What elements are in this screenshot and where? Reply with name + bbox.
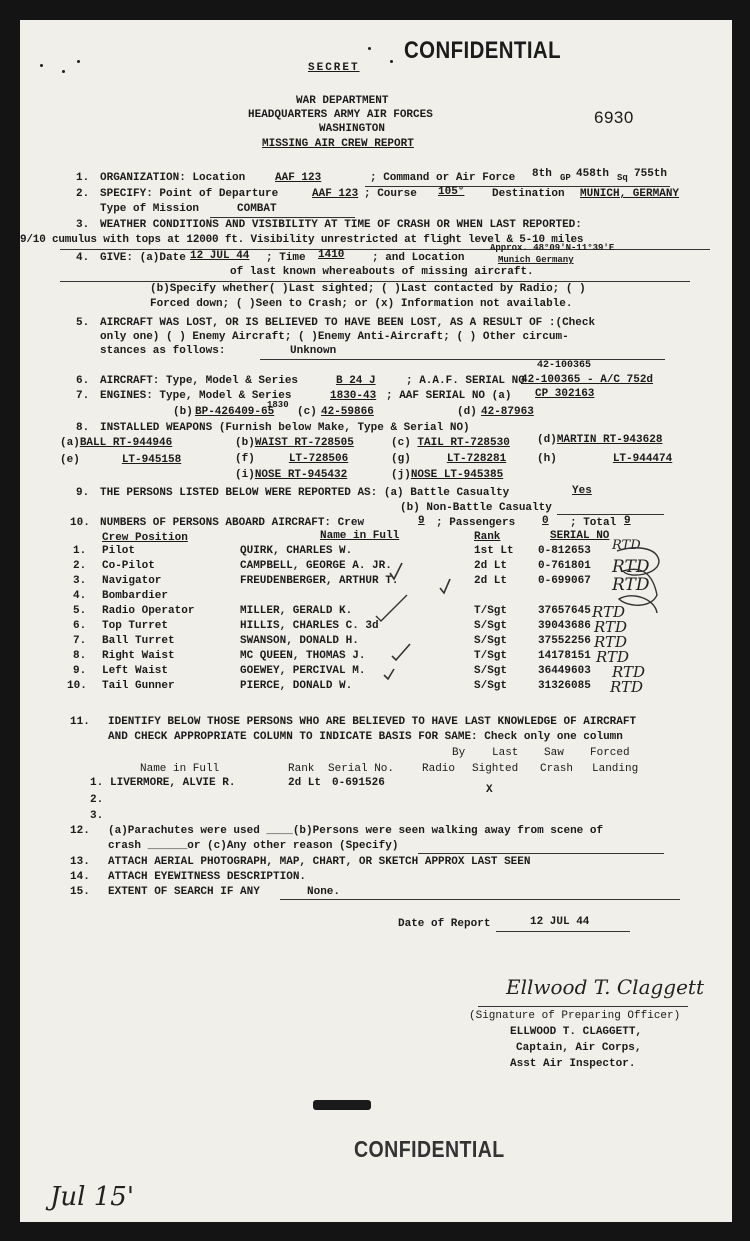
item-3-value: 9/10 cumulus with tops at 12000 ft. Visibility unrestricted at flight level & 5-10 miles	[20, 234, 584, 246]
item-7-serial-label: ; AAF SERIAL NO (a)	[386, 390, 512, 402]
crew-num: 3.	[73, 575, 87, 587]
signature-script: Ellwood T. Claggett	[506, 975, 705, 999]
weapon-g-letter: (g)	[391, 453, 411, 465]
weapon-e-value: LT-945158	[121, 454, 182, 466]
crew-rank: S/Sgt	[474, 620, 508, 632]
crew-serial: 31326085	[538, 680, 591, 692]
item-2-dest-label: Destination	[492, 188, 565, 200]
weapon-j-letter: (j)	[391, 469, 411, 481]
dust-speck	[62, 70, 65, 73]
item-12-num: 12.	[70, 825, 90, 837]
item-11-rank-header: Rank	[288, 763, 315, 775]
item-13-text: ATTACH AERIAL PHOTOGRAPH, MAP, CHART, OR SKETCH APPROX LAST SEEN	[108, 856, 531, 868]
item-2-departure: AAF 123	[312, 188, 359, 200]
item-1-sq-label: Sq	[617, 173, 628, 183]
item-1-num: 1.	[76, 172, 90, 184]
crew-header-name: Name in Full	[320, 530, 400, 542]
item-5-num: 5.	[76, 317, 90, 329]
item-6-serial-label: ; A.A.F. SERIAL NO	[406, 375, 525, 387]
dust-speck	[390, 60, 393, 63]
item-5-value: Unknown	[290, 345, 337, 357]
item-11-line-1: IDENTIFY BELOW THOSE PERSONS WHO ARE BELIEVED TO HAVE LAST KNOWLEDGE OF AIRCRAFT	[108, 716, 637, 728]
item-4-num: 4.	[76, 252, 90, 264]
item-1-squadron: 755th	[634, 168, 668, 180]
crew-rank: S/Sgt	[474, 665, 508, 677]
crew-num: 1.	[73, 545, 87, 557]
weapon-i-letter: (i)	[235, 469, 255, 481]
item-15-num: 15.	[70, 886, 90, 898]
item-4-line-4: Forced down; ( )Seen to Crash; or (x) Information not available.	[150, 298, 573, 310]
crew-position: Top Turret	[102, 620, 169, 632]
item-2-mission: COMBAT	[237, 203, 277, 215]
weapon-h-value: LT-944474	[612, 453, 673, 465]
item-2-num: 2.	[76, 188, 90, 200]
item-8-num: 8.	[76, 422, 90, 434]
weapon-g-value: LT-728281	[446, 453, 507, 465]
check-mark	[390, 563, 402, 579]
item-7-serial-a: CP 302163	[535, 388, 595, 400]
crew-position: Navigator	[102, 575, 162, 587]
crew-rank: T/Sgt	[474, 650, 508, 662]
item-15-value: None.	[307, 886, 341, 898]
item-7-serial-d: 42-87963	[481, 406, 534, 418]
crew-position: Pilot	[102, 545, 136, 557]
witness-serial: 0-691526	[332, 777, 385, 789]
crew-rank: 1st Lt	[474, 545, 514, 557]
item-7-b-label: (b)	[173, 406, 193, 418]
item-6-serial-note-top: 42-100365	[537, 360, 592, 371]
crew-serial: 0-761801	[538, 560, 591, 572]
crew-name: MC QUEEN, THOMAS J.	[240, 650, 366, 662]
item-11-row-1	[20, 777, 732, 796]
item-12-line-1: (a)Parachutes were used ____(b)Persons were seen walking away from scene of	[108, 825, 604, 837]
witness-name: LIVERMORE, ALVIE R.	[110, 777, 236, 789]
item-11-forced: Forced	[590, 747, 630, 759]
crew-note: RTD	[594, 618, 628, 636]
margin-handwritten-date: Jul 15'	[50, 1182, 134, 1212]
item-3-num: 3.	[76, 219, 90, 231]
crew-position: Ball Turret	[102, 635, 175, 647]
item-3-label: WEATHER CONDITIONS AND VISIBILITY AT TIME OF CRASH OR WHEN LAST REPORTED:	[100, 219, 582, 231]
weapon-h-letter: (h)	[537, 453, 557, 465]
crew-rank: S/Sgt	[474, 680, 508, 692]
item-12-line-2: crash ______or (c)Any other reason (Specify)	[108, 840, 399, 852]
item-9-num: 9.	[76, 487, 90, 499]
crew-position: Radio Operator	[102, 605, 195, 617]
item-2-destination: MUNICH, GERMANY	[580, 188, 680, 200]
crew-position: Left Waist	[102, 665, 169, 677]
weapon-i-value: NOSE RT-945432	[254, 469, 348, 481]
crew-name: PIERCE, DONALD W.	[240, 680, 353, 692]
item-4-location: Munich Germany	[498, 255, 574, 265]
crew-serial: 37552256	[538, 635, 591, 647]
item-1-location: AAF 123	[275, 172, 322, 184]
crew-header-rank: Rank	[474, 531, 501, 543]
item-10-label: NUMBERS OF PERSONS ABOARD AIRCRAFT: Crew	[100, 517, 365, 529]
weapon-e-letter: (e)	[60, 454, 80, 466]
item-11-last: Last	[492, 747, 519, 759]
weapon-d-value: MARTIN RT-943628	[556, 434, 663, 446]
crew-serial: 0-812653	[538, 545, 591, 557]
item-11-crash-header: Crash	[540, 763, 574, 775]
crew-name: QUIRK, CHARLES W.	[240, 545, 353, 557]
crew-name: HILLIS, CHARLES C. 3d	[240, 620, 379, 632]
crew-rank: T/Sgt	[474, 605, 508, 617]
item-1-command-label: ; Command or Air Force	[370, 172, 516, 184]
checkmark-annotations	[20, 20, 732, 720]
item-9-label: THE PERSONS LISTED BELOW WERE REPORTED AS: (a) Battle Casualty	[100, 487, 510, 499]
crew-position: Tail Gunner	[102, 680, 175, 692]
item-4-location-note: Approx. 48°09'N-11°39'E	[490, 243, 615, 253]
item-6-type: B 24 J	[336, 375, 376, 387]
item-11-sighted-header: Sighted	[472, 763, 519, 775]
item-7-label: ENGINES: Type, Model & Series	[100, 390, 292, 402]
item-1-group: 458th	[576, 168, 610, 180]
item-7-type: 1830-43	[330, 390, 377, 402]
crew-header-serial: SERIAL NO	[550, 530, 610, 542]
crew-note: RTD	[612, 663, 646, 681]
item-7-d-label: (d)	[457, 406, 477, 418]
item-5-line-3: stances as follows:	[100, 345, 226, 357]
city-line: WASHINGTON	[319, 123, 386, 135]
report-date-label: Date of Report	[398, 918, 491, 930]
crew-num: 9.	[73, 665, 87, 677]
item-1-group-label: GP	[560, 173, 571, 183]
crew-name: CAMPBELL, GEORGE A. JR.	[240, 560, 392, 572]
item-5-line-2: only one) ( ) Enemy Aircraft; ( )Enemy Anti-Aircraft; ( ) Other circum-	[100, 331, 569, 343]
confidential-stamp-bottom: CONFIDENTIAL	[354, 1136, 505, 1162]
item-4-line-3: (b)Specify whether( )Last sighted; ( )Last contacted by Radio; ( )	[150, 283, 586, 295]
item-4-time: 1410	[318, 249, 345, 261]
item-9-b-label: (b) Non-Battle Casualty	[400, 502, 552, 514]
item-11-name-header: Name in Full	[140, 763, 220, 775]
rtd-scribble	[617, 548, 659, 613]
report-page	[20, 20, 732, 1222]
item-9-a-value: Yes	[572, 485, 592, 497]
item-1-label: ORGANIZATION: Location	[100, 172, 246, 184]
item-11-by: By	[452, 747, 466, 759]
signature-name: ELLWOOD T. CLAGGETT,	[510, 1026, 643, 1038]
crew-num: 6.	[73, 620, 87, 632]
item-2-label: SPECIFY: Point of Departure	[100, 188, 279, 200]
item-7-a-note: 1830	[267, 400, 289, 410]
crew-note: RTD	[592, 603, 626, 621]
item-10-pass-label: ; Passengers	[436, 517, 516, 529]
crew-name: GOEWEY, PERCIVAL M.	[240, 665, 366, 677]
signature-role: Asst Air Inspector.	[510, 1058, 636, 1070]
item-11-radio-header: Radio	[422, 763, 456, 775]
signature-title: Captain, Air Corps,	[516, 1042, 642, 1054]
item-2-course: 105°	[438, 186, 465, 198]
confidential-stamp-top: CONFIDENTIAL	[404, 37, 561, 64]
document-number: 6930	[594, 108, 634, 127]
crew-position: Bombardier	[102, 590, 169, 602]
crew-note: RTD	[612, 557, 650, 577]
dust-speck	[77, 60, 80, 63]
crew-rank: 2d Lt	[474, 575, 508, 587]
classification-label: SECRET	[308, 62, 360, 74]
item-7-serial-b: BP-426409-65	[195, 406, 275, 418]
weapon-b-letter: (b)	[235, 437, 255, 449]
report-date-value: 12 JUL 44	[530, 916, 590, 928]
item-11-landing-header: Landing	[592, 763, 639, 775]
crew-note: RTD	[612, 575, 650, 595]
item-10-num: 10.	[70, 517, 90, 529]
weapon-j-value: NOSE LT-945385	[410, 469, 504, 481]
item-11-row-3	[20, 810, 732, 825]
crew-rank: S/Sgt	[474, 635, 508, 647]
item-7-serial-c: 42-59866	[321, 406, 374, 418]
crew-rank: 2d Lt	[474, 560, 508, 572]
crew-note: RTD	[596, 648, 630, 666]
item-2-mission-label: Type of Mission	[100, 203, 200, 215]
crew-serial: 37657645	[538, 605, 591, 617]
weapon-b-value: WAIST RT-728505	[254, 437, 354, 449]
crew-num: 4.	[73, 590, 87, 602]
crew-position: Co-Pilot	[102, 560, 155, 572]
crew-serial: 39043686	[538, 620, 591, 632]
witness-num: 2.	[90, 794, 104, 806]
dust-speck	[40, 64, 43, 67]
item-6-num: 6.	[76, 375, 90, 387]
item-4-line-2: of last known whereabouts of missing aircraft.	[230, 266, 534, 278]
item-6-serial: 42-100365 - A/C 752d	[521, 374, 654, 386]
check-mark	[376, 595, 407, 621]
crew-note: RTD	[612, 538, 641, 553]
redaction-bar	[313, 1100, 371, 1110]
crew-name: FREUDENBERGER, ARTHUR T.	[240, 575, 399, 587]
weapon-f-value: LT-728506	[288, 453, 349, 465]
check-mark	[384, 669, 394, 679]
crew-num: 7.	[73, 635, 87, 647]
item-15-text: EXTENT OF SEARCH IF ANY	[108, 886, 260, 898]
crew-serial: 0-699067	[538, 575, 591, 587]
weapon-a-value: BALL RT-944946	[79, 437, 173, 449]
weapon-c-letter: (c)	[391, 437, 411, 449]
item-8-label: INSTALLED WEAPONS (Furnish below Make, Type & Serial NO)	[100, 422, 470, 434]
weapon-f-letter: (f)	[235, 453, 255, 465]
item-11-row-2	[20, 794, 732, 809]
item-13-num: 13.	[70, 856, 90, 868]
item-5-line-1: AIRCRAFT WAS LOST, OR IS BELIEVED TO HAVE BEEN LOST, AS A RESULT OF :(Check	[100, 317, 596, 329]
weapon-c-value: TAIL RT-728530	[417, 437, 510, 449]
department-line: WAR DEPARTMENT	[296, 95, 389, 107]
signature-caption: (Signature of Preparing Officer)	[469, 1010, 681, 1022]
item-1-command: 8th	[532, 168, 552, 180]
crew-num: 8.	[73, 650, 87, 662]
item-11-seen: Saw	[544, 747, 564, 759]
item-11-line-2: AND CHECK APPROPRIATE COLUMN TO INDICATE BASIS FOR SAME: Check only one column	[108, 731, 623, 743]
check-mark	[392, 644, 410, 660]
item-10-passengers: 0	[542, 515, 549, 527]
weapon-a-letter: (a)	[60, 437, 80, 449]
crew-position: Right Waist	[102, 650, 175, 662]
check-mark	[440, 579, 450, 593]
item-7-num: 7.	[76, 390, 90, 402]
crew-num: 2.	[73, 560, 87, 572]
item-4-loc-label: ; and Location	[372, 252, 465, 264]
item-11-serial-header: Serial No.	[328, 763, 395, 775]
item-11-num: 11.	[70, 716, 90, 728]
hq-line: HEADQUARTERS ARMY AIR FORCES	[248, 109, 433, 121]
item-4-date: 12 JUL 44	[190, 250, 250, 262]
crew-header-position: Crew Position	[102, 532, 188, 544]
page-title: MISSING AIR CREW REPORT	[262, 138, 414, 150]
crew-note: RTD	[610, 678, 644, 696]
crew-num: 5.	[73, 605, 87, 617]
item-6-label: AIRCRAFT: Type, Model & Series	[100, 375, 299, 387]
crew-name: SWANSON, DONALD H.	[240, 635, 359, 647]
item-2-course-label: ; Course	[364, 188, 417, 200]
item-4-time-label: ; Time	[266, 252, 306, 264]
witness-rank: 2d Lt	[288, 777, 322, 789]
dust-speck	[368, 47, 371, 50]
witness-num: 1.	[90, 777, 104, 789]
item-10-crew: 9	[418, 515, 425, 527]
item-14-text: ATTACH EYEWITNESS DESCRIPTION.	[108, 871, 307, 883]
item-4-label: GIVE: (a)Date	[100, 252, 186, 264]
crew-serial: 36449603	[538, 665, 591, 677]
crew-serial: 14178151	[538, 650, 591, 662]
item-14-num: 14.	[70, 871, 90, 883]
item-10-total-label: ; Total	[570, 517, 617, 529]
witness-num: 3.	[90, 810, 104, 822]
witness-mark: X	[486, 784, 493, 796]
crew-name: MILLER, GERALD K.	[240, 605, 353, 617]
item-7-c-label: (c)	[297, 406, 317, 418]
crew-note: RTD	[594, 633, 628, 651]
crew-num: 10.	[67, 680, 87, 692]
weapon-d-letter: (d)	[537, 434, 557, 446]
item-10-total: 9	[624, 515, 631, 527]
